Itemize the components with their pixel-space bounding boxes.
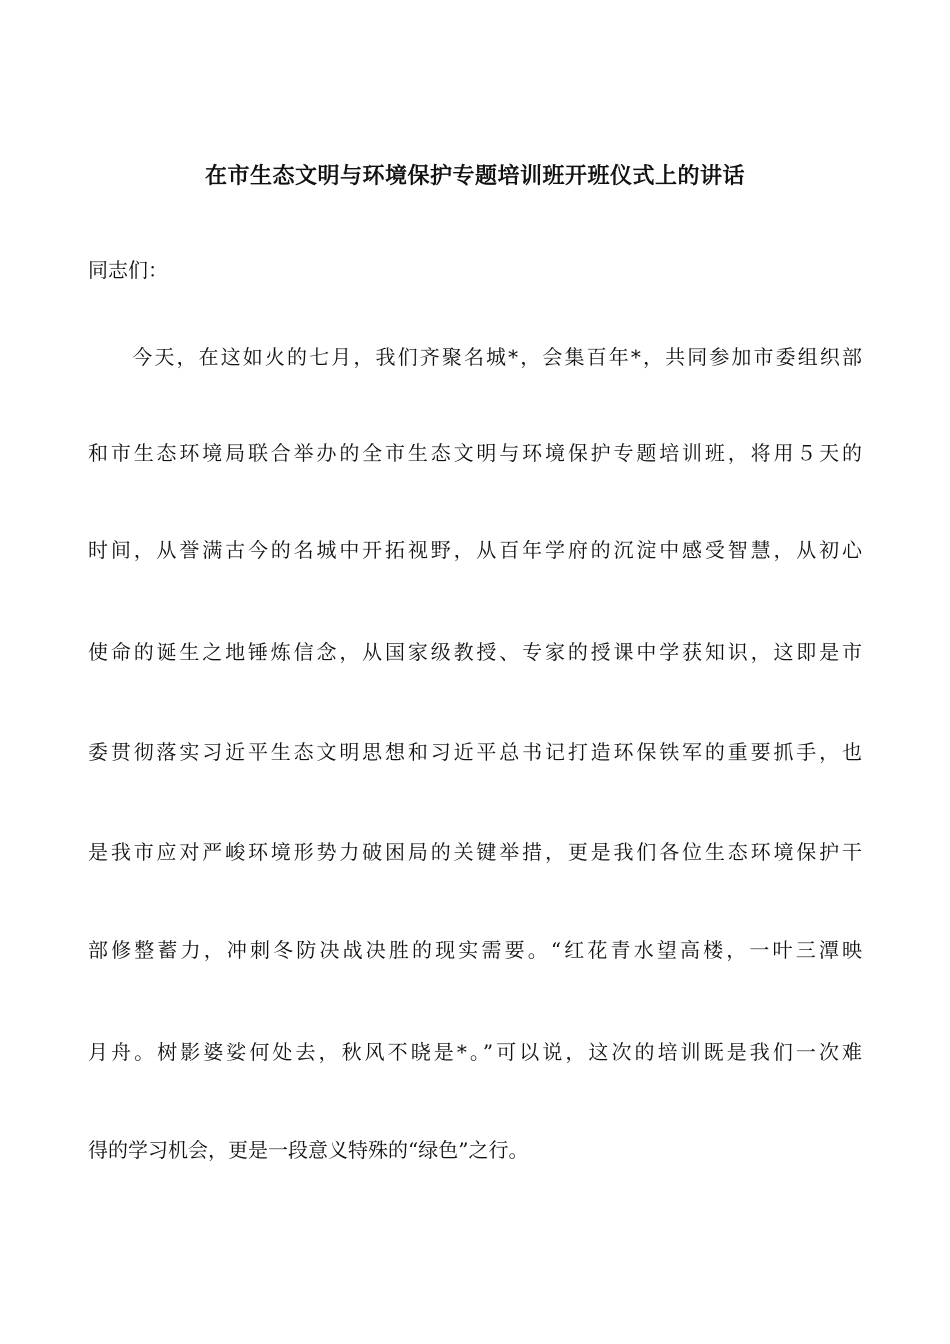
paragraph-line: 委贯彻落实习近平生态文明思想和习近平总书记打造环保铁军的重要抓手，也 [88, 740, 862, 764]
paragraph-line: 和市生态环境局联合举办的全市生态文明与环境保护专题培训班，将用５天的 [88, 441, 862, 465]
paragraph-line: 月舟。树影婆娑何处去，秋风不晓是*。”可以说，这次的培训既是我们一次难 [88, 1040, 862, 1064]
paragraph-line: 部修整蓄力，冲刺冬防决战决胜的现实需要。“红花青水望高楼，一叶三潭映 [88, 938, 862, 962]
salutation: 同志们： [88, 258, 168, 282]
paragraph-line: 得的学习机会，更是一段意义特殊的“绿色”之行。 [88, 1138, 529, 1162]
document-title: 在市生态文明与环境保护专题培训班开班仪式上的讲话 [204, 163, 745, 189]
paragraph-line: 是我市应对严峻环境形势力破困局的关键举措，更是我们各位生态环境保护干 [88, 840, 862, 864]
paragraph-line: 今天，在这如火的七月，我们齐聚名城*，会集百年*，共同参加市委组织部 [88, 345, 862, 369]
paragraph-line: 使命的诞生之地锤炼信念，从国家级教授、专家的授课中学获知识，这即是市 [88, 640, 862, 664]
paragraph-line: 时间，从誉满古今的名城中开拓视野，从百年学府的沉淀中感受智慧，从初心 [88, 538, 862, 562]
